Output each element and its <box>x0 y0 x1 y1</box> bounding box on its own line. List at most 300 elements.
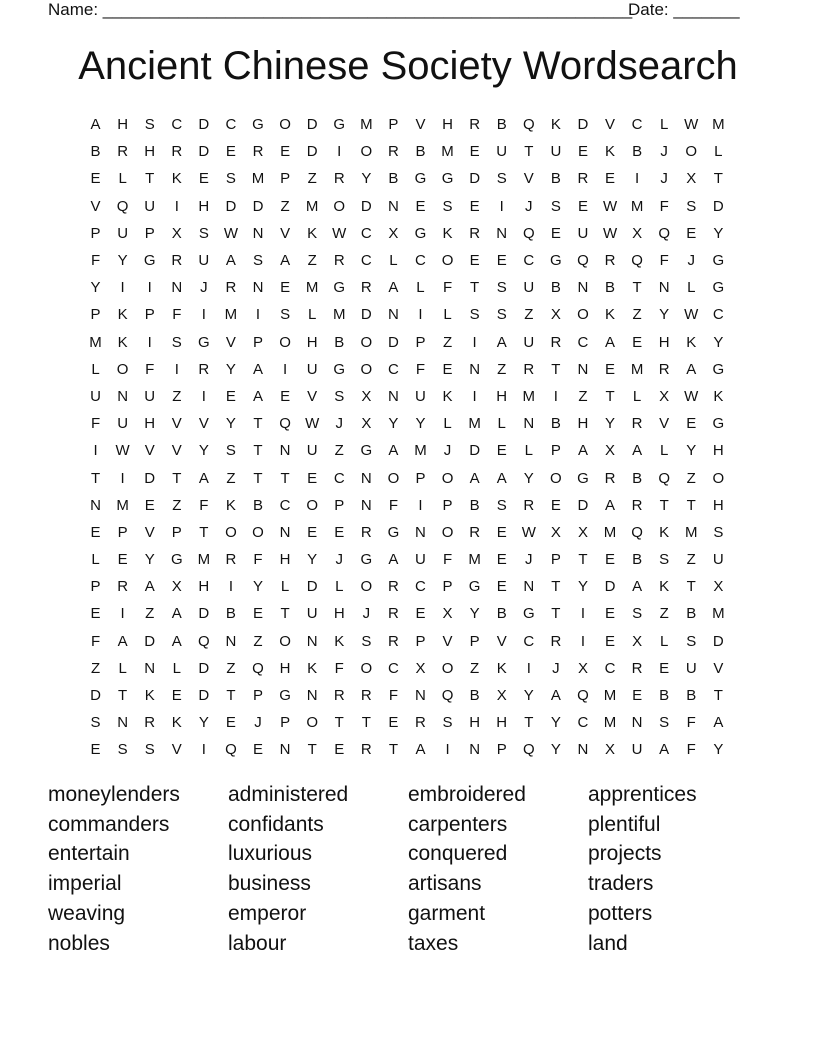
grid-letter: W <box>223 224 239 242</box>
grid-letter: N <box>117 387 129 405</box>
grid-letter: A <box>144 578 155 596</box>
grid-letter: K <box>307 659 318 677</box>
grid-letter: M <box>522 387 536 405</box>
grid-letter: N <box>306 687 318 705</box>
grid-letter: V <box>659 415 670 433</box>
grid-letter: R <box>387 578 399 596</box>
grid-letter: K <box>659 578 670 596</box>
grid-letter: X <box>361 415 372 433</box>
grid-letter: A <box>117 632 128 650</box>
grid-letter: L <box>416 279 425 297</box>
grid-letter: W <box>305 415 320 433</box>
grid-letter: I <box>120 469 125 487</box>
grid-letter: G <box>577 469 589 487</box>
grid-letter: E <box>632 333 643 351</box>
grid-letter: O <box>279 333 291 351</box>
grid-letter: S <box>496 496 507 514</box>
grid-letter: G <box>143 252 156 270</box>
grid-letter: C <box>225 116 237 134</box>
grid-letter: E <box>632 687 643 705</box>
grid-letter: E <box>388 714 399 732</box>
grid-letter: E <box>550 496 561 514</box>
grid-letter: Q <box>116 197 129 215</box>
grid-letter: B <box>605 279 616 297</box>
grid-letter: R <box>144 714 156 732</box>
grid-letter: O <box>225 523 237 541</box>
grid-letter: K <box>659 523 670 541</box>
word-list-row <box>48 810 768 840</box>
word-list-row <box>48 780 768 810</box>
grid-letter: T <box>118 687 128 705</box>
grid-letter: M <box>414 442 427 460</box>
grid-letter: X <box>659 387 670 405</box>
grid-letter: H <box>144 415 156 433</box>
grid-letter: D <box>712 197 724 215</box>
grid-letter: L <box>632 387 642 405</box>
grid-letter: M <box>603 523 617 541</box>
grid-row <box>82 329 732 356</box>
word-list-item: imperial <box>48 872 122 896</box>
grid-letter: W <box>602 224 618 242</box>
grid-letter: Q <box>631 523 643 541</box>
grid-letter: X <box>388 224 399 242</box>
grid-letter: D <box>360 197 372 215</box>
grid-letter: T <box>280 605 290 623</box>
grid-letter: E <box>496 578 507 596</box>
grid-letter: N <box>415 523 426 541</box>
grid-letter: R <box>225 279 237 297</box>
grid-letter: E <box>469 143 480 161</box>
grid-letter: H <box>496 714 508 732</box>
grid-letter: M <box>468 551 481 569</box>
grid-letter: G <box>360 442 373 460</box>
grid-letter: H <box>577 415 589 433</box>
grid-letter: T <box>253 469 263 487</box>
grid-letter: N <box>279 442 291 460</box>
grid-letter: Z <box>659 605 669 623</box>
grid-letter: N <box>279 741 291 759</box>
grid-letter: F <box>334 659 344 677</box>
grid-letter: R <box>387 605 399 623</box>
grid-letter: T <box>280 469 290 487</box>
grid-letter: C <box>279 496 291 514</box>
grid-letter: L <box>443 415 452 433</box>
grid-letter: I <box>499 197 504 215</box>
grid-letter: Y <box>659 306 670 324</box>
grid-letter: C <box>171 116 183 134</box>
word-list-item: plentiful <box>588 812 661 836</box>
grid-letter: Y <box>225 360 236 378</box>
grid-letter: B <box>632 143 643 161</box>
grid-row <box>82 682 732 709</box>
grid-letter: P <box>388 116 399 134</box>
grid-letter: P <box>253 687 264 705</box>
grid-letter: Q <box>577 252 589 270</box>
grid-letter: D <box>198 605 210 623</box>
grid-letter: F <box>90 415 101 433</box>
page-title: Ancient Chinese Society Wordsearch <box>78 44 738 88</box>
grid-letter: A <box>225 252 236 270</box>
grid-letter: G <box>712 279 725 297</box>
grid-letter: S <box>713 523 724 541</box>
grid-letter: N <box>387 387 399 405</box>
grid-letter: C <box>712 306 724 324</box>
grid-row <box>82 111 732 138</box>
grid-letter: F <box>172 306 182 324</box>
grid-letter: F <box>659 252 669 270</box>
grid-letter: K <box>713 387 724 405</box>
grid-letter: T <box>551 360 561 378</box>
grid-letter: K <box>117 333 128 351</box>
grid-letter: S <box>686 632 697 650</box>
grid-letter: C <box>387 659 399 677</box>
grid-letter: I <box>147 279 152 297</box>
grid-letter: F <box>686 741 696 759</box>
grid-letter: L <box>660 442 669 460</box>
grid-letter: S <box>442 197 453 215</box>
grid-letter: O <box>306 496 318 514</box>
grid-letter: I <box>553 387 558 405</box>
grid-letter: P <box>496 741 507 759</box>
grid-letter: S <box>632 605 643 623</box>
grid-letter: N <box>360 496 372 514</box>
grid-letter: C <box>387 360 399 378</box>
grid-letter: R <box>225 551 237 569</box>
grid-letter: Y <box>253 578 264 596</box>
grid-letter: B <box>334 333 345 351</box>
letter-grid <box>82 111 732 764</box>
grid-letter: E <box>307 469 318 487</box>
grid-letter: I <box>228 578 234 596</box>
grid-letter: G <box>468 578 481 596</box>
grid-row <box>82 138 732 165</box>
grid-letter: P <box>415 469 426 487</box>
grid-letter: E <box>577 197 588 215</box>
grid-letter: V <box>171 741 182 759</box>
grid-letter: E <box>225 714 236 732</box>
grid-letter: B <box>469 687 480 705</box>
grid-letter: B <box>469 496 480 514</box>
grid-letter: S <box>225 442 236 460</box>
grid-letter: I <box>635 170 640 188</box>
grid-letter: P <box>90 306 101 324</box>
grid-letter: H <box>144 143 156 161</box>
grid-letter: U <box>306 605 318 623</box>
grid-letter: E <box>577 143 588 161</box>
grid-letter: F <box>659 197 669 215</box>
grid-letter: J <box>335 415 343 433</box>
grid-letter: O <box>306 714 318 732</box>
grid-letter: O <box>685 143 698 161</box>
grid-letter: M <box>685 523 698 541</box>
grid-letter: F <box>442 551 453 569</box>
grid-letter: U <box>117 415 129 433</box>
grid-letter: K <box>686 333 697 351</box>
grid-letter: D <box>360 306 372 324</box>
grid-letter: Z <box>470 659 480 677</box>
grid-letter: M <box>712 116 725 134</box>
grid-letter: N <box>117 714 129 732</box>
grid-letter: D <box>577 116 589 134</box>
grid-letter: U <box>712 551 724 569</box>
grid-row <box>82 709 732 736</box>
grid-letter: U <box>306 442 318 460</box>
grid-letter: Y <box>117 252 128 270</box>
grid-letter: O <box>360 360 373 378</box>
grid-letter: C <box>523 252 535 270</box>
grid-letter: R <box>469 116 481 134</box>
grid-letter: Y <box>90 279 101 297</box>
grid-letter: D <box>252 197 264 215</box>
grid-letter: V <box>225 333 236 351</box>
grid-letter: Q <box>631 252 643 270</box>
grid-letter: M <box>360 116 373 134</box>
date-field-label: Date: _______ <box>628 0 740 19</box>
grid-letter: Q <box>225 741 237 759</box>
grid-letter: J <box>525 197 533 215</box>
grid-letter: D <box>225 197 237 215</box>
grid-letter: T <box>145 170 155 188</box>
grid-letter: D <box>198 116 210 134</box>
grid-letter: I <box>472 333 477 351</box>
grid-letter: I <box>255 306 261 324</box>
grid-letter: O <box>550 469 562 487</box>
grid-letter: E <box>90 741 101 759</box>
grid-letter: H <box>117 116 129 134</box>
grid-letter: N <box>631 714 643 732</box>
grid-letter: E <box>605 632 616 650</box>
grid-row <box>82 628 732 655</box>
grid-letter: G <box>712 415 725 433</box>
grid-letter: G <box>198 333 210 351</box>
grid-letter: P <box>280 170 291 188</box>
grid-letter: T <box>713 687 723 705</box>
grid-letter: Q <box>198 632 210 650</box>
word-list-item: commanders <box>48 812 170 836</box>
word-list-row <box>48 899 768 929</box>
grid-letter: V <box>442 632 453 650</box>
grid-letter: P <box>280 714 291 732</box>
word-list-item: carpenters <box>408 812 508 836</box>
grid-letter: S <box>90 714 101 732</box>
grid-letter: S <box>171 333 182 351</box>
grid-letter: Z <box>686 551 696 569</box>
grid-letter: Z <box>334 442 344 460</box>
word-list-item: entertain <box>48 842 130 866</box>
grid-letter: N <box>225 632 237 650</box>
grid-letter: K <box>605 143 616 161</box>
grid-letter: I <box>120 605 125 623</box>
grid-letter: A <box>388 551 399 569</box>
grid-letter: Z <box>578 387 588 405</box>
grid-letter: R <box>198 360 210 378</box>
grid-letter: J <box>362 605 371 623</box>
grid-letter: U <box>523 333 535 351</box>
word-list-item: garment <box>408 902 486 926</box>
grid-letter: Z <box>253 632 263 650</box>
grid-letter: J <box>660 143 668 161</box>
grid-letter: I <box>147 333 152 351</box>
grid-letter: E <box>469 252 480 270</box>
grid-letter: R <box>117 143 129 161</box>
grid-letter: Z <box>226 659 236 677</box>
grid-letter: Y <box>713 741 724 759</box>
grid-letter: Z <box>226 469 236 487</box>
grid-letter: P <box>253 333 264 351</box>
grid-letter: H <box>496 387 508 405</box>
grid-letter: D <box>604 578 616 596</box>
grid-letter: K <box>605 306 616 324</box>
word-list-item: conquered <box>408 842 508 866</box>
grid-letter: Z <box>280 197 290 215</box>
grid-letter: F <box>442 279 453 297</box>
grid-letter: T <box>334 714 344 732</box>
grid-letter: Y <box>605 415 616 433</box>
grid-letter: H <box>469 714 481 732</box>
grid-letter: R <box>604 252 616 270</box>
grid-letter: T <box>307 741 317 759</box>
grid-letter: T <box>524 714 534 732</box>
grid-letter: D <box>198 143 210 161</box>
grid-letter: E <box>496 523 507 541</box>
grid-letter: N <box>360 469 372 487</box>
grid-letter: A <box>496 469 507 487</box>
grid-letter: O <box>360 659 373 677</box>
grid-letter: G <box>712 360 725 378</box>
grid-letter: I <box>201 741 206 759</box>
grid-letter: X <box>686 170 697 188</box>
grid-letter: S <box>442 714 453 732</box>
grid-letter: K <box>334 632 345 650</box>
grid-letter: Y <box>469 605 480 623</box>
grid-letter: K <box>442 224 453 242</box>
grid-letter: E <box>686 415 697 433</box>
grid-letter: M <box>224 306 238 324</box>
word-list-item: administered <box>228 782 349 806</box>
grid-letter: M <box>305 197 319 215</box>
grid-letter: L <box>443 306 452 324</box>
grid-letter: V <box>171 442 182 460</box>
grid-letter: S <box>496 170 507 188</box>
grid-letter: I <box>580 605 586 623</box>
grid-letter: F <box>145 360 155 378</box>
grid-letter: R <box>550 333 562 351</box>
grid-letter: U <box>90 387 101 405</box>
grid-letter: Q <box>522 116 535 134</box>
grid-letter: G <box>414 170 427 188</box>
grid-letter: M <box>197 551 211 569</box>
grid-letter: A <box>469 469 480 487</box>
grid-letter: E <box>90 170 101 188</box>
grid-letter: N <box>252 224 264 242</box>
grid-letter: Y <box>713 224 724 242</box>
grid-letter: W <box>684 306 699 324</box>
grid-letter: K <box>496 659 507 677</box>
grid-row <box>82 492 732 519</box>
grid-letter: S <box>659 551 670 569</box>
grid-letter: I <box>337 143 342 161</box>
grid-letter: Q <box>658 469 671 487</box>
grid-letter: J <box>254 714 262 732</box>
grid-letter: B <box>225 605 236 623</box>
grid-letter: R <box>550 632 562 650</box>
grid-letter: A <box>550 687 561 705</box>
grid-letter: U <box>117 224 129 242</box>
grid-letter: E <box>280 143 291 161</box>
grid-letter: B <box>550 279 561 297</box>
word-list-item: embroidered <box>408 782 526 806</box>
grid-letter: N <box>387 197 399 215</box>
grid-letter: O <box>441 523 454 541</box>
grid-letter: N <box>469 360 481 378</box>
grid-letter: T <box>686 496 696 514</box>
grid-letter: G <box>252 116 264 134</box>
grid-letter: Y <box>225 415 236 433</box>
grid-letter: V <box>496 632 507 650</box>
word-list-item: labour <box>228 931 287 955</box>
grid-letter: L <box>118 659 127 677</box>
grid-letter: H <box>442 116 453 134</box>
grid-letter: K <box>550 116 561 134</box>
grid-letter: L <box>307 306 317 324</box>
grid-letter: E <box>659 659 670 677</box>
grid-letter: S <box>550 197 561 215</box>
grid-letter: G <box>170 551 183 569</box>
grid-letter: Y <box>198 714 209 732</box>
grid-letter: Q <box>441 687 454 705</box>
grid-row <box>82 410 732 437</box>
grid-letter: Z <box>497 360 507 378</box>
grid-letter: S <box>225 170 236 188</box>
grid-letter: Y <box>686 442 697 460</box>
grid-letter: T <box>253 415 263 433</box>
grid-letter: U <box>523 279 535 297</box>
grid-letter: Z <box>307 170 317 188</box>
grid-letter: E <box>171 687 182 705</box>
grid-letter: U <box>198 252 210 270</box>
word-list-item: confidants <box>228 812 324 836</box>
grid-letter: M <box>603 687 617 705</box>
grid-letter: G <box>360 551 373 569</box>
grid-letter: O <box>360 143 373 161</box>
grid-letter: R <box>333 687 345 705</box>
grid-letter: O <box>712 469 725 487</box>
grid-letter: U <box>496 143 508 161</box>
grid-letter: W <box>332 224 347 242</box>
grid-letter: O <box>387 469 400 487</box>
grid-letter: A <box>388 442 399 460</box>
grid-letter: Z <box>90 659 101 677</box>
grid-letter: X <box>442 605 453 623</box>
grid-letter: E <box>90 523 101 541</box>
grid-letter: R <box>631 415 643 433</box>
grid-letter: E <box>496 551 507 569</box>
grid-letter: U <box>415 387 426 405</box>
grid-letter: O <box>441 252 454 270</box>
grid-letter: U <box>144 387 156 405</box>
grid-letter: R <box>360 687 372 705</box>
grid-letter: E <box>225 143 236 161</box>
grid-letter: H <box>198 197 210 215</box>
grid-letter: C <box>415 252 426 270</box>
grid-letter: E <box>605 360 616 378</box>
grid-letter: O <box>360 578 373 596</box>
word-list-item: luxurious <box>228 842 313 866</box>
grid-row <box>82 301 732 328</box>
grid-letter: I <box>418 496 423 514</box>
grid-letter: Q <box>252 659 264 677</box>
word-list-row <box>48 840 768 870</box>
